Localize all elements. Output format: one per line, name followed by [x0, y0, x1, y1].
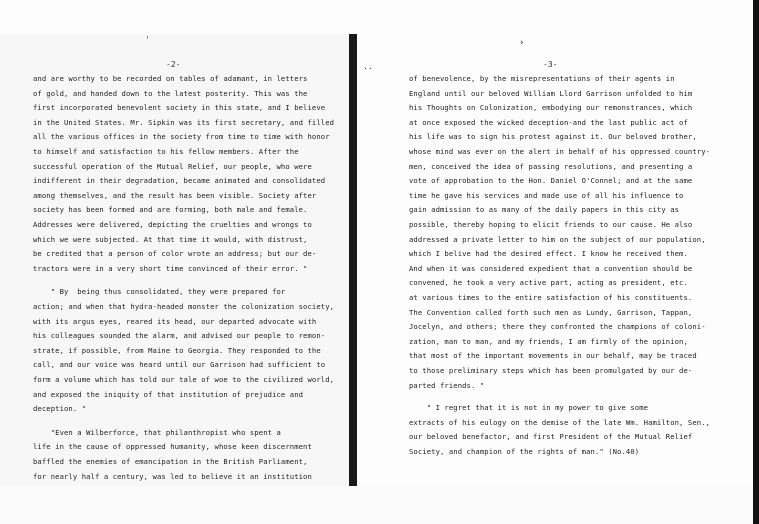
binding-mark: ˈ [145, 36, 151, 46]
top-margin [0, 0, 759, 34]
text-line: And when it was considered expedient that a convention should be [409, 263, 693, 273]
text-line: of gold, and handed down to the latest posterity. This was the [33, 88, 308, 98]
text-line: at once exposed the wicked deception-and the last public act of [409, 117, 688, 127]
text-line: and are worthy to be recorded on tables of adamant, in letters [33, 74, 308, 83]
text-line: men, conceived the idea of passing resolutions, and presenting a [409, 161, 693, 171]
text-line: in the United States. Mr. Sipkin was its first secretary, and filled [33, 117, 335, 127]
binding-mark: › [519, 38, 525, 48]
text-line: extracts of his eulogy on the demise of the late Wm. Hamilton, Sen., [409, 417, 711, 427]
text-line: convened, he took a very active part, acting as president, etc. [409, 278, 688, 288]
text-line: all the various offices in the society from time to time with honor [33, 132, 330, 142]
text-line: " By being thus consolidated, they were prepared for [33, 287, 286, 297]
text-line: whose mind was ever on the alert in behalf of his oppressed country- [409, 147, 711, 156]
text-line: at various times to the entire satisfaction of his constituents. [409, 293, 693, 302]
text-line: The Convention called forth such men as Lundy, Garrison, Tappan, [409, 307, 693, 317]
text-line: Addresses were delivered, depicting the cruelties and wrongs to [33, 220, 312, 229]
text-line: baffled the enemies of emancipation in the British Parliament, [33, 457, 308, 466]
scan-edge [753, 0, 759, 524]
right-page [357, 34, 753, 486]
text-line: which I belive had the desired effect. I know he received them. [409, 249, 688, 259]
text-line: " I regret that it is not in my power to give some [409, 403, 649, 413]
text-line: his life was to sign his protest against it. Our beloved brother, [409, 132, 697, 142]
text-line: for nearly half a century, was led to believe it an institution [33, 471, 312, 481]
text-line: among themselves, and the result has been visible. Society after [33, 190, 317, 200]
text-line: action; and when that hydra-headed monster the colonization society, [33, 302, 335, 311]
text-line: tractors were in a very short time convinced of their error. " [33, 263, 308, 273]
text-line: successful operation of the Mutual Relief, our people, who were [33, 161, 312, 171]
text-line: addressed a private letter to him on the subject of our population, [409, 234, 706, 244]
text-line: "Even a Wilberforce, that philanthropist who spent a [33, 427, 281, 437]
text-line: his colleagues sounded the alarm, and advised our people to remon- [33, 331, 326, 341]
right-page-number: -3- [543, 60, 558, 69]
margin-mark: ·· [363, 64, 373, 73]
text-line: Society, and champion of the rights of man." (No.40) [409, 447, 640, 456]
bottom-margin [0, 486, 759, 524]
text-line: life in the cause of oppressed humanity, whose keen discernment [33, 442, 312, 452]
text-line: society has been formed and are forming, both male and female. [33, 205, 308, 215]
left-page-number: -2- [166, 60, 181, 69]
text-line: to himself and satisfaction to his fellow members. After the [33, 147, 299, 156]
text-line: indifferent in their degradation, became animated and consolidated [33, 176, 326, 186]
text-line: with its argus eyes, reared its head, our departed advocate with [33, 316, 317, 326]
text-line: Jocelyn, and others; there they confronted the champions of coloni- [409, 322, 706, 332]
text-line: form a volume which has told our tale of woe to the civilized world, [33, 375, 335, 384]
text-line: England until our beloved William Llord Garrison unfolded to him [409, 88, 693, 98]
text-line: deception. " [33, 404, 87, 414]
text-line: vote of approbation to the Hon. Daniel O'Connel; and at the same [409, 176, 693, 186]
text-line: strate, if possible, from Maine to Georgia. They responded to the [33, 345, 321, 355]
text-line: parted friends. " [409, 380, 485, 390]
left-page [0, 34, 349, 486]
text-line: zation, man to man, and my friends, I am firmly of the opinion, [409, 336, 688, 346]
text-line: that most of the important movements in our behalf, may be traced [409, 351, 697, 361]
text-line: and exposed the iniquity of that institution of prejudice and [33, 389, 304, 399]
text-line: to those preliminary steps which has been promulgated by our de- [409, 366, 693, 375]
text-line: gain admission to as many of the daily papers in this city as [409, 205, 680, 215]
book-gutter [349, 34, 357, 486]
text-line: time he gave his services and made use of all his influence to [409, 190, 684, 200]
text-line: first incorporated benevolent society in this state, and I believe [33, 103, 326, 113]
text-line: which we were subjected. At that time it would, with distrust, [33, 234, 308, 244]
text-line: his Thoughts on Colonization, embodying our remonstrances, which [409, 103, 693, 113]
text-line: possible, thereby hoping to elicit friends to our cause. He also [409, 220, 693, 229]
text-line: be credited that a person of color wrote an address; but our de- [33, 249, 317, 259]
text-line: of benevolence, by the misrepresentations of their agents in [409, 74, 675, 83]
text-line: our beloved benefactor, and first President of the Mutual Relief [409, 432, 693, 442]
text-line: call, and our voice was heard until our Garrison had sufficient to [33, 360, 326, 370]
